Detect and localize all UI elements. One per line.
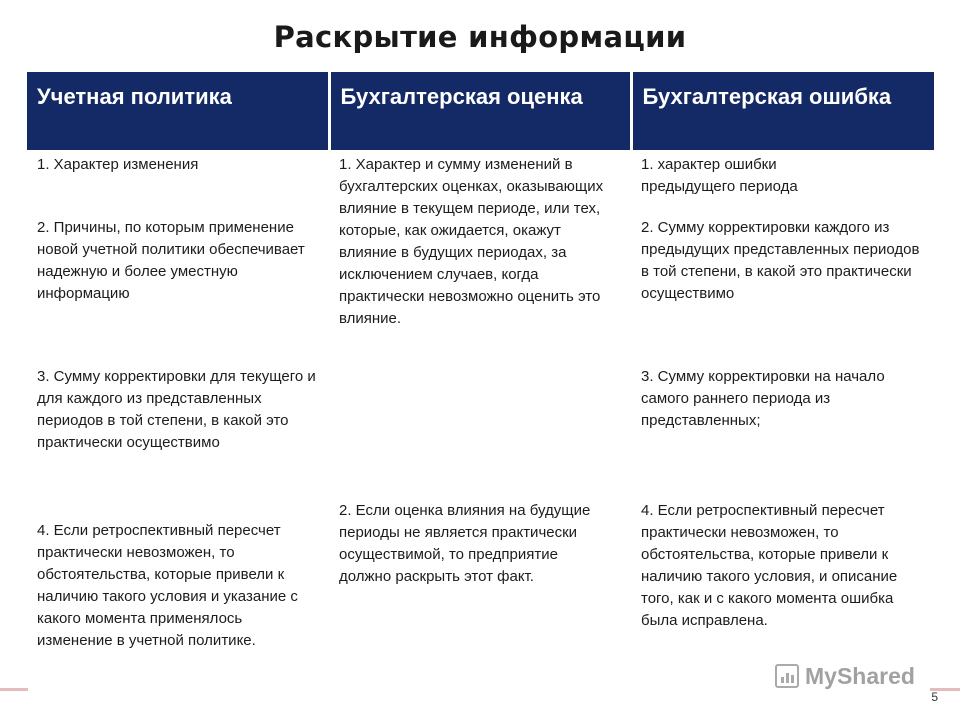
column-accounting-policy: [27, 150, 329, 680]
error-item-4: 4. Если ретроспективный пересчет практически невозможен, то обстоятельства, которые привели к наличию такого условия, и описание того, как и с какого момента ошибка была исправлена.: [641, 502, 898, 629]
header-accounting-error: Бухгалтерская ошибка: [631, 72, 934, 150]
error-item-1: 1. характер ошибки предыдущего периода: [641, 156, 798, 195]
column-accounting-error: [631, 150, 934, 680]
policy-item-4: 4. Если ретроспективный пересчет практически невозможен, то обстоятельства, которые привели к наличию такого условия и указание с какого момента применялось изменение в учетной политике.: [37, 522, 298, 649]
policy-item-3: 3. Сумму корректировки для текущего и для каждого из представленных периодов в той степени, в какой это практически осуществимо: [37, 368, 316, 451]
policy-item-1: 1. Характер изменения: [37, 156, 199, 173]
watermark-stripe-left: [0, 688, 28, 691]
error-item-3: 3. Сумму корректировки на начало самого раннего периода из представленных;: [641, 368, 885, 429]
table-header-row: [27, 72, 934, 150]
estimate-item-2: 2. Если оценка влияния на будущие периоды не является практически осуществимой, то предприятие должно раскрыть этот факт.: [339, 502, 591, 585]
estimate-item-1: 1. Характер и сумму изменений в бухгалтерских оценках, оказывающих влияние в текущем периоде, или тех, которые, как ожидается, окажут влияние в будущих периодах, за исключением случаев, когда практически невозможно оценить это влияние.: [339, 156, 604, 327]
header-accounting-estimate: Бухгалтерская оценка: [329, 72, 631, 150]
slide-title: Раскрытие информации: [273, 20, 687, 54]
policy-item-2: 2. Причины, по которым применение новой учетной политики обеспечивает надежную и более уместную информацию: [37, 219, 305, 302]
watermark-brand-text: MyShared: [805, 662, 915, 689]
disclosure-table: [27, 72, 934, 680]
myshared-watermark: [775, 660, 915, 692]
presentation-icon: [775, 664, 799, 688]
column-accounting-estimate: [329, 150, 631, 680]
header-accounting-policy: Учетная политика: [27, 72, 329, 150]
page-number: 5: [931, 690, 938, 704]
table-body-row: [27, 150, 934, 680]
error-item-2: 2. Сумму корректировки каждого из предыдущих представленных периодов в той степени, в какой это практически осуществимо: [641, 219, 920, 302]
